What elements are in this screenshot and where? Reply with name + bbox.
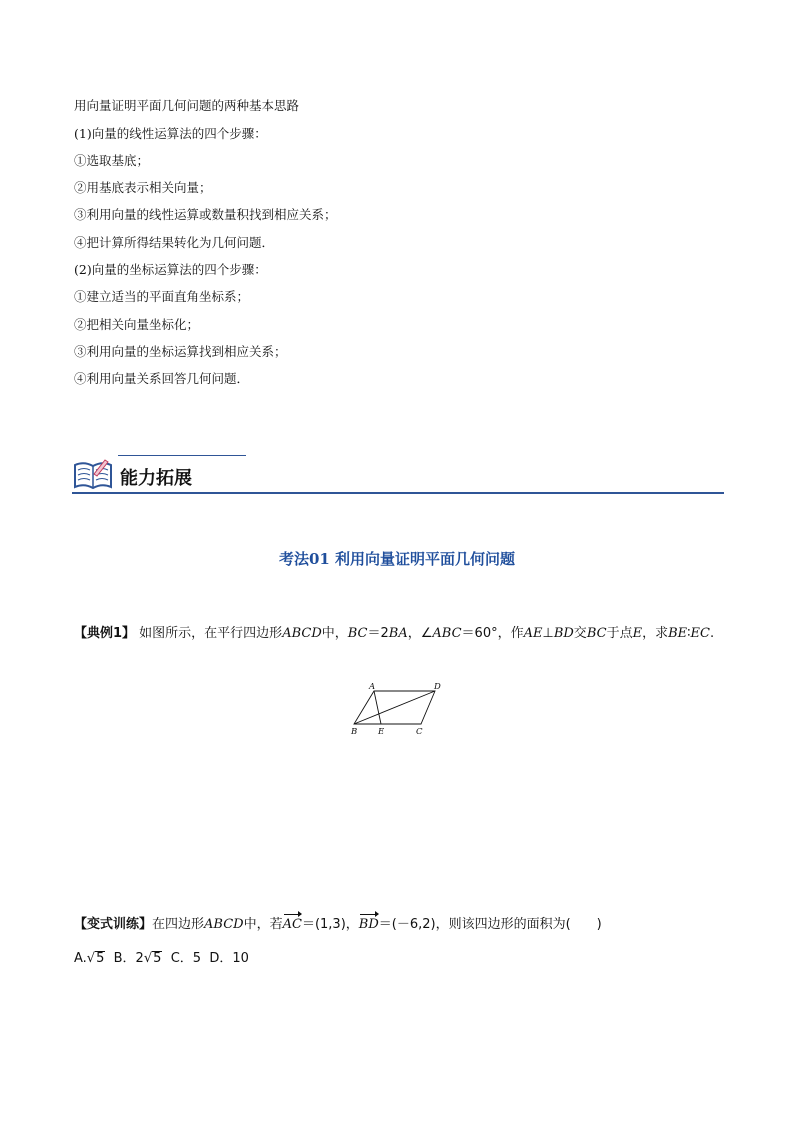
intro-line: ④利用向量关系回答几何问题． [74,371,250,386]
example-text: 于点 [606,626,633,641]
vertex-label-c: C [416,727,423,737]
example-text: ，求 [642,626,669,641]
open-book-icon [72,457,114,491]
math-term: ABCD [282,626,322,641]
example-text: ⊥ [542,626,554,641]
intro-heading: 用向量证明平面几何问题的两种基本思路 [74,98,300,113]
answer-options [74,947,724,971]
exercise-text-part: ＝(－6,2)，则该四边形的面积为( ) [378,917,602,932]
option-a-value: 5 [96,951,105,966]
intro-line: (1)向量的线性运算法的四个步骤： [74,126,267,141]
vertex-label-e: E [378,727,385,737]
section-heading: 考法01 利用向量证明平面几何问题 [278,550,516,568]
math-term: EC [690,626,710,641]
math-term: BC [347,626,368,641]
intro-line: ②用基底表示相关向量； [74,180,212,195]
math-term: BC [586,626,607,641]
exercise-text [74,913,724,937]
example-text: ∶ [687,626,691,641]
intro-line: ①建立适当的平面直角坐标系； [74,289,250,304]
banner-title: 能力拓展 [120,468,192,489]
banner-top-rule [118,455,246,456]
math-term: ABC [432,626,462,641]
option-d: D．10 [209,951,249,966]
option-b-label: B．2 [113,951,144,966]
parallelogram-figure [346,680,450,738]
intro-line: ①选取基底； [74,153,150,168]
example-text: . [709,626,715,641]
vertex-label-d: D [434,682,441,692]
example-text: ＝60°，作 [461,626,524,641]
intro-line: ②把相关向量坐标化； [74,317,200,332]
exercise-text-part: 在四边形 [152,917,205,932]
intro-line: ④把计算所得结果转化为几何问题． [74,235,275,250]
example-1-text [74,622,724,646]
sqrt-symbol: √ [86,951,96,966]
intro-line: ③利用向量的线性运算或数量积找到相应关系； [74,207,337,222]
intro-line: ③利用向量的坐标运算找到相应关系； [74,344,287,359]
sqrt-symbol: √ [143,951,153,966]
exercise-text-part: 中，若 [243,917,283,932]
math-term: BE [668,626,688,641]
vector-ac: AC [283,913,302,937]
math-term: BA [388,626,408,641]
vertex-label-b: B [351,727,358,737]
segment-ae [374,691,381,724]
example-text: ，∠ [407,626,433,641]
math-term: BD [553,626,574,641]
example-text: ＝2 [367,626,389,641]
option-a-label: A. [74,951,87,966]
example-tag: 【典例1】 [74,626,136,641]
vector-bd: BD [359,913,379,937]
intro-line: (2)向量的坐标运算法的四个步骤： [74,262,267,277]
example-text: 交 [573,626,587,641]
exercise-text-part: ＝(1,3)， [301,917,359,932]
math-term: E [632,626,643,641]
math-term: ABCD [204,917,244,932]
vertex-label-a: A [369,682,376,692]
banner-rule [72,492,724,494]
option-b-value: 5 [153,951,162,966]
example-text: 中， [321,626,348,641]
exercise-tag: 【变式训练】 [74,917,153,932]
math-term: AE [523,626,543,641]
example-text: 如图所示，在平行四边形 [135,626,283,641]
section-banner [72,455,724,495]
option-c: C．5 [170,951,202,966]
